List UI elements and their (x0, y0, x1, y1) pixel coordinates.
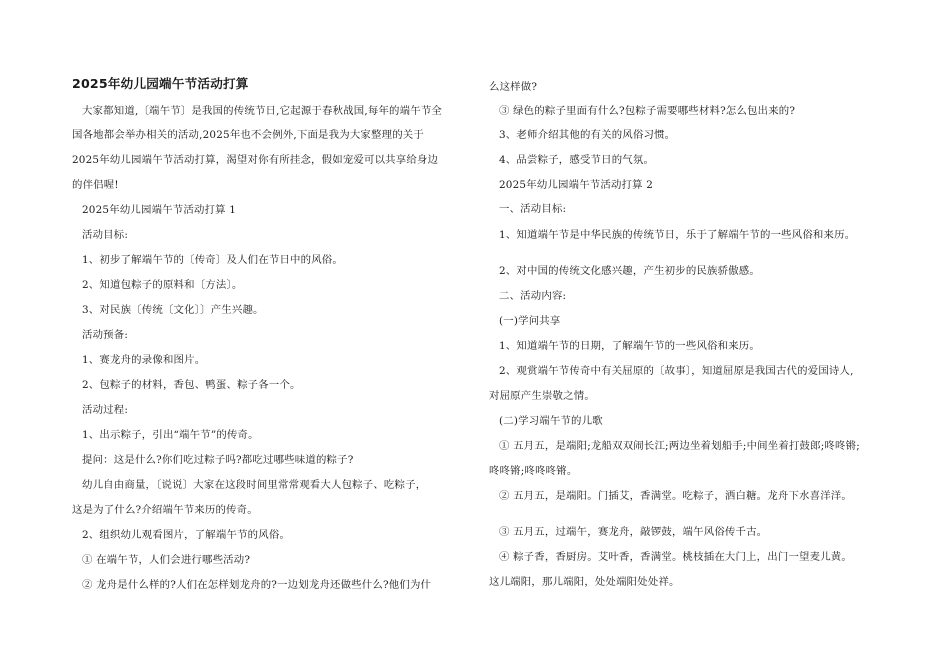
paragraph-line: 4、品尝粽子，感受节日的气氛。 (499, 154, 655, 166)
paragraph-line: 国各地都会举办相关的活动,2025年也不会例外,下面是我为大家整理的关于 (72, 129, 424, 141)
paragraph-line: 的伴侣喔! (72, 179, 119, 191)
paragraph-line: 1、初步了解端午节的〔传奇〕及人们在节日中的风俗。 (82, 254, 343, 266)
paragraph-line: 二、活动内容: (499, 290, 567, 302)
paragraph-line: 活动预备: (82, 329, 129, 341)
paragraph-line: 对屈原产生崇敬之情。 (489, 390, 595, 402)
paragraph-line: 大家都知道,〔端午节〕是我国的传统节日,它起源于春秋战国,每年的端午节全 (82, 105, 442, 117)
paragraph-line: 1、知道端午节的日期，了解端午节的一些风俗和来历。 (499, 340, 760, 352)
paragraph-line: 活动目标: (82, 229, 129, 241)
paragraph-line: 咚咚锵;咚咚咚锵。 (489, 465, 578, 477)
paragraph-line: ① 在端午节，人们会进行哪些活动? (82, 554, 251, 566)
paragraph-line: ④ 粽子香，香厨房。艾叶香，香满堂。桃枝插在大门上，出门一望麦儿黄。 (499, 551, 852, 563)
paragraph-line: 活动过程: (82, 404, 129, 416)
paragraph-line: 2、对中国的传统文化感兴趣，产生初步的民族骄傲感。 (499, 265, 760, 277)
paragraph-line: (二)学习端午节的儿歌 (499, 415, 603, 427)
paragraph-line: 这是为了什么?介绍端午节来历的传奇。 (72, 504, 258, 516)
paragraph-line: ② 龙舟是什么样的?人们在怎样划龙舟的?一边划龙舟还做些什么?他们为什 (82, 579, 432, 591)
paragraph-line: 2、知道包粽子的原料和〔方法〕。 (82, 279, 243, 291)
paragraph-line: ② 五月五，是端阳。门插艾，香满堂。吃粽子，洒白糖。龙舟下水喜洋洋。 (499, 490, 852, 502)
paragraph-line: 3、对民族〔传统〔文化〕〕产生兴趣。 (82, 304, 264, 316)
paragraph-line: 2025年幼儿园端午节活动打算，渴望对你有所挂念，假如宠爱可以共享给身边 (72, 154, 439, 166)
paragraph-line: 2、观赏端午节传奇中有关屈原的〔故事〕，知道屈原是我国古代的爱国诗人, (499, 365, 854, 377)
paragraph-line: 1、赛龙舟的录像和图片。 (82, 354, 206, 366)
paragraph-line: 幼儿自由商量，〔说说〕大家在这段时间里常常观看大人包粽子、吃粽子， (82, 479, 427, 491)
paragraph-line: 3、老师介绍其他的有关的风俗习惯。 (499, 129, 676, 141)
paragraph-line: 一、活动目标: (499, 203, 567, 215)
paragraph-line: 么这样做? (489, 81, 538, 93)
paragraph-line: 2、包粽子的材料，香包、鸭蛋、粽子各一个。 (82, 379, 301, 391)
paragraph-line: 1、知道端午节是中华民族的传统节日，乐于了解端午节的一些风俗和来历。 (499, 229, 856, 241)
section-heading: 2025年幼儿园端午节活动打算 2 (499, 179, 654, 191)
paragraph-line: 这儿端阳，那儿端阳，处处端阳处处祥。 (489, 576, 680, 588)
paragraph-line: 2、组织幼儿观看图片，了解端午节的风俗。 (82, 529, 291, 541)
paragraph-line: ① 五月五，是端阳;龙船双双闹长江;两边坐着划船手;中间坐着打鼓郎;咚咚锵; (499, 440, 860, 452)
paragraph-line: ③ 五月五，过端午，赛龙舟，敲锣鼓，端午风俗传千古。 (499, 526, 768, 538)
section-heading: 2025年幼儿园端午节活动打算 1 (82, 204, 237, 216)
paragraph-line: ③ 绿色的粽子里面有什么?包粽子需要哪些材料?怎么包出来的? (499, 105, 796, 117)
paragraph-line: 提问：这是什么?你们吃过粽子吗?都吃过哪些味道的粽子? (82, 454, 354, 466)
page-title: 2025年幼儿园端午节活动打算 (72, 76, 249, 91)
paragraph-line: 1、出示粽子，引出“端午节”的传奇。 (82, 429, 259, 441)
paragraph-line: (一)学问共享 (499, 315, 561, 327)
